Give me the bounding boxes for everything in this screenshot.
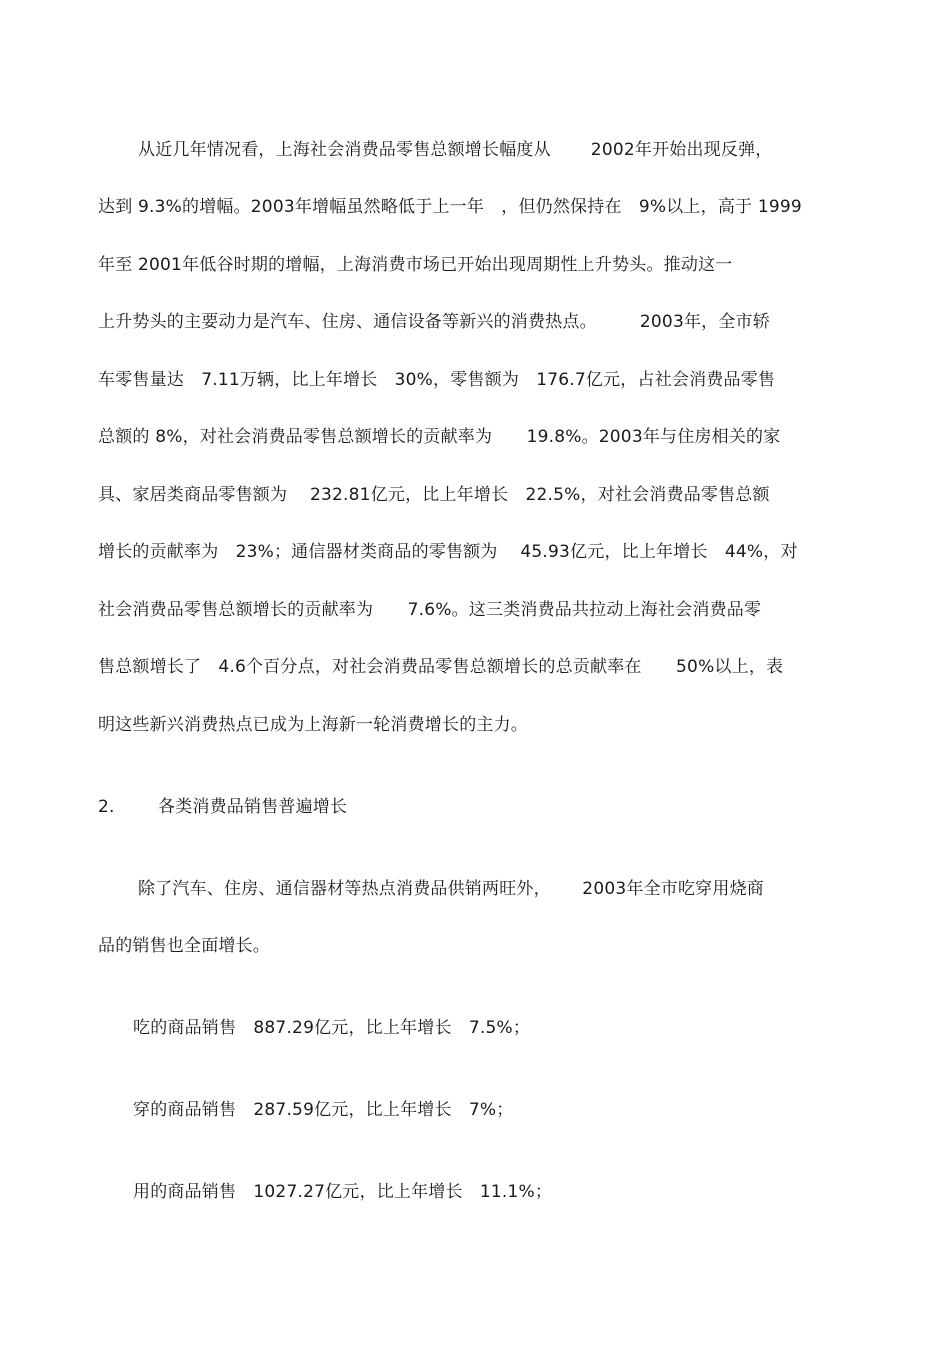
list-item-goods: 用的商品销售 1027.27亿元，比上年增长 11.1%； <box>133 1182 553 1202</box>
paragraph-1-line-9: 社会消费品零售总额增长的贡献率为 7.6%。这三类消费品共拉动上海社会消费品零 <box>98 600 762 620</box>
paragraph-1-line-8: 增长的贡献率为 23%；通信器材类商品的零售额为 45.93亿元，比上年增长 44%，对 <box>98 542 798 562</box>
paragraph-1-line-11: 明这些新兴消费热点已成为上海新一轮消费增长的主力。 <box>98 715 528 735</box>
paragraph-1-line-1: 从近几年情况看，上海社会消费品零售总额增长幅度从 2002年开始出现反弹， <box>138 140 773 160</box>
section-title: 各类消费品销售普遍增长 <box>158 797 348 817</box>
list-item-food: 吃的商品销售 887.29亿元，比上年增长 7.5%； <box>133 1018 531 1038</box>
paragraph-1-line-6: 总额的 8%，对社会消费品零售总额增长的贡献率为 19.8%。2003年与住房相关的家 <box>98 427 781 447</box>
paragraph-1-line-5: 车零售量达 7.11万辆，比上年增长 30%，零售额为 176.7亿元，占社会消费品零售 <box>98 370 776 390</box>
paragraph-1-line-3: 年至 2001年低谷时期的增幅，上海消费市场已开始出现周期性上升势头。推动这一 <box>98 255 733 275</box>
paragraph-2-line-2: 品的销售也全面增长。 <box>98 936 270 956</box>
list-item-clothing: 穿的商品销售 287.59亿元，比上年增长 7%； <box>133 1100 514 1120</box>
paragraph-2-line-1: 除了汽车、住房、通信器材等热点消费品供销两旺外， 2003年全市吃穿用烧商 <box>138 879 764 899</box>
paragraph-1-line-4: 上升势头的主要动力是汽车、住房、通信设备等新兴的消费热点。 2003年，全市轿 <box>98 312 770 332</box>
paragraph-1-line-7: 具、家居类商品零售额为 232.81亿元，比上年增长 22.5%，对社会消费品零售总额 <box>98 485 770 505</box>
section-number: 2. <box>98 797 115 817</box>
paragraph-1-line-10: 售总额增长了 4.6个百分点，对社会消费品零售总额增长的总贡献率在 50%以上，表 <box>98 657 784 677</box>
paragraph-1-line-2: 达到 9.3%的增幅。2003年增幅虽然略低于上一年 ，但仍然保持在 9%以上，高于 1999 <box>98 197 802 217</box>
